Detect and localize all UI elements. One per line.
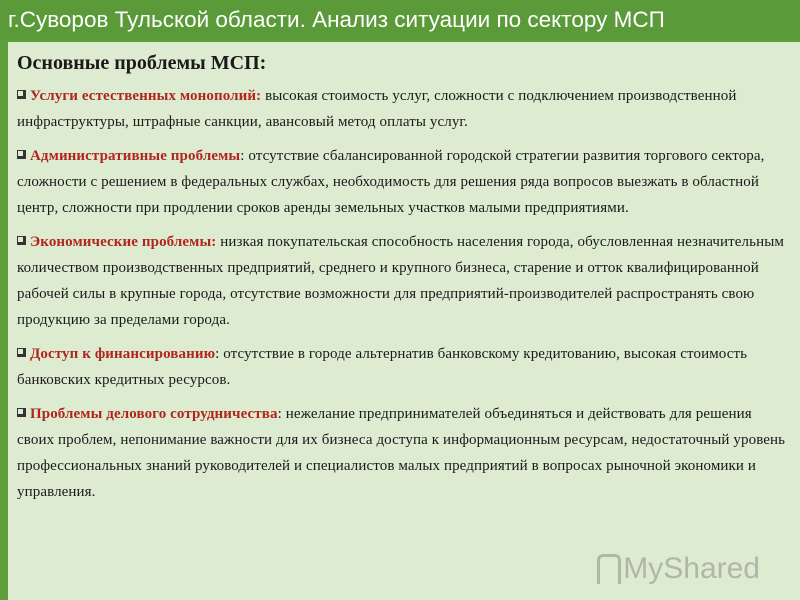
item-lead: Услуги естественных монополий: [30, 88, 262, 104]
list-item [17, 229, 792, 333]
list-item [17, 341, 792, 393]
watermark-text: MyShared [623, 552, 760, 585]
item-text: низкая покупательская способность населения города, обусловленная незначительным количеством производственных предприятий, среднего и крупного бизнеса, старение и отток квалифицированной рабочей силы в крупные города, отсутствие возможности для предприятий-производителей распространять свою продукцию за пределами города. [17, 234, 784, 328]
list-item [17, 143, 792, 221]
cart-icon [597, 554, 621, 584]
checkbox-bullet-icon [17, 408, 26, 417]
content-panel [8, 42, 800, 600]
item-text: : нежелание предпринимателей объединяться и действовать для решения своих проблем, непонимание важности для их бизнеса доступа к информационным ресурсам, недостаточный уровень профессиональных знаний руководителей и специалистов малых предприятий в вопросах рыночной экономики и управления. [17, 406, 786, 500]
item-text: высокая стоимость услуг, сложности с подключением производственной инфраструктуры, штрафные санкции, авансовый метод оплаты услуг. [17, 88, 737, 130]
list-item [17, 401, 792, 505]
item-lead: Доступ к финансированию [30, 346, 216, 362]
item-lead: Экономические проблемы: [30, 234, 217, 250]
checkbox-bullet-icon [17, 90, 26, 99]
item-lead: Административные проблемы [30, 148, 241, 164]
item-text: : отсутствие сбалансированной городской стратегии развития торгового сектора, сложности с решением в федеральных службах, необходимость для решения ряда вопросов выезжать в областной центр, сложности при продлении сроков аренды земельных участков малыми предприятиями. [17, 148, 765, 216]
checkbox-bullet-icon [17, 236, 26, 245]
item-text: : отсутствие в городе альтернатив банковскому кредитованию, высокая стоимость банковских кредитных ресурсов. [17, 346, 748, 388]
checkbox-bullet-icon [17, 348, 26, 357]
checkbox-bullet-icon [17, 150, 26, 159]
section-heading: Основные проблемы МСП: [17, 52, 267, 74]
slide-title: г.Суворов Тульской области. Анализ ситуации по сектору МСП [0, 0, 800, 40]
item-lead: Проблемы делового сотрудничества [30, 406, 278, 422]
watermark-logo [597, 552, 760, 586]
list-item [17, 83, 792, 135]
